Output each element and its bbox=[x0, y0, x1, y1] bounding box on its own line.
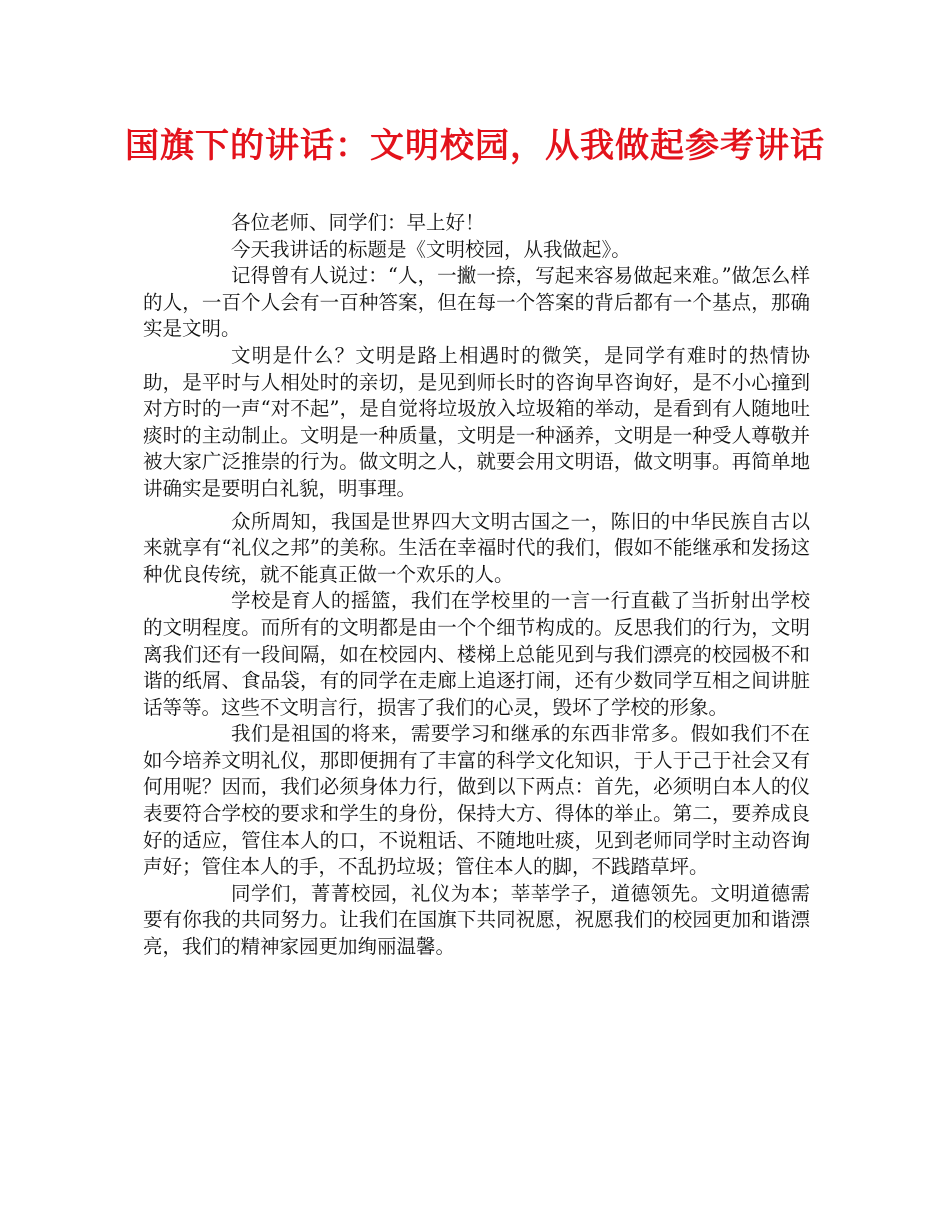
paragraph-what-is-civility: 文明是什么？文明是路上相遇时的微笑，是同学有难时的热情协助，是平时与人相处时的亲切，是见到师长时的咨询早咨询好，是不小心撞到对方时的一声“对不起”，是自觉将垃圾放入垃圾箱的举动，是看到有人随地吐痰时的主动制止。文明是一种质量，文明是一种涵养，文明是一种受人尊敬并被大家广泛推崇的行为。做文明之人，就要会用文明语，做文明事。再简单地讲确实是要明白礼貌，明事理。 bbox=[143, 343, 810, 500]
paragraph-topic: 今天我讲话的标题是《文明校园，从我做起》。 bbox=[231, 237, 631, 261]
document-title: 国旗下的讲话：文明校园，从我做起参考讲话 bbox=[125, 126, 825, 166]
paragraph-closing: 同学们，菁菁校园，礼仪为本；莘莘学子，道德领先。文明道德需要有你我的共同努力。让我们在国旗下共同祝愿，祝愿我们的校园更加和谐漂亮，我们的精神家园更加绚丽温馨。 bbox=[143, 881, 810, 959]
paragraph-greeting: 各位老师、同学们：早上好！ bbox=[231, 211, 485, 234]
paragraph-future: 我们是祖国的将来，需要学习和继承的东西非常多。假如我们不在如今培养文明礼仪，那即便拥有了丰富的科学文化知识，于人于己于社会又有何用呢？因而，我们必须身体力行，做到以下两点：首先，必须明白本人的仪表要符合学校的要求和学生的身份，保持大方、得体的举止。第二，要养成良好的适应，管住本人的口，不说粗话、不随地吐痰，见到老师同学时主动咨询声好；管住本人的手，不乱扔垃圾；管住本人的脚，不践踏草坪。 bbox=[143, 722, 810, 879]
paragraph-quote: 记得曾有人说过：“人，一撇一捺，写起来容易做起来难。”做怎么样的人，一百个人会有一百种答案，但在每一个答案的背后都有一个基点，那确实是文明。 bbox=[143, 264, 810, 341]
paragraph-tradition: 众所周知，我国是世界四大文明古国之一，陈旧的中华民族自古以来就享有“礼仪之邦”的美称。生活在幸福时代的我们，假如不能继承和发扬这种优良传统，就不能真正做一个欢乐的人。 bbox=[143, 509, 810, 586]
document-body bbox=[143, 210, 810, 961]
paragraph-school: 学校是育人的摇篮，我们在学校里的一言一行直截了当折射出学校的文明程度。而所有的文明都是由一个个细节构成的。反思我们的行为，文明离我们还有一段间隔，如在校园内、楼梯上总能见到与我们漂亮的校园极不和谐的纸屑、食品袋，有的同学在走廊上追逐打闹，还有少数同学互相之间讲脏话等等。这些不文明言行，损害了我们的心灵，毁坏了学校的形象。 bbox=[143, 589, 810, 719]
